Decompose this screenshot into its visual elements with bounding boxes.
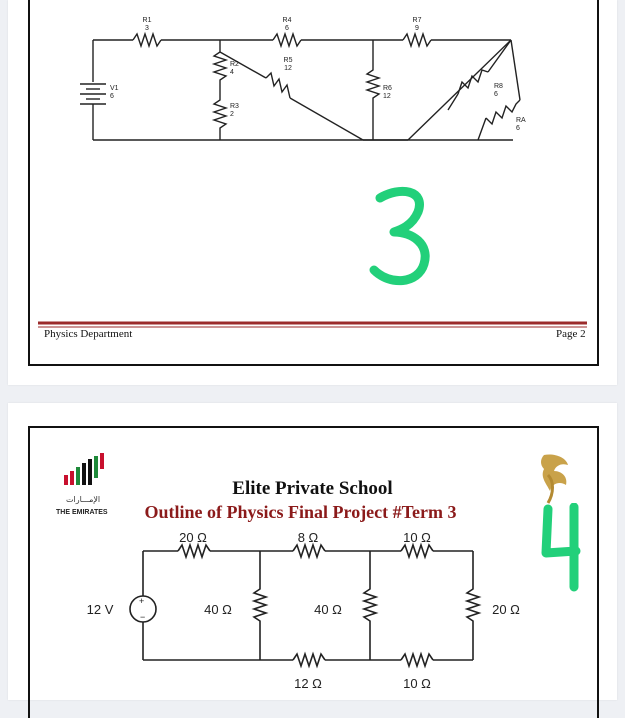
document-page-1	[8, 0, 617, 385]
ra-label: RA	[516, 117, 526, 124]
r8-value: 6	[494, 91, 498, 98]
r6-label: R6	[383, 85, 392, 92]
r3-label: R3	[230, 103, 239, 110]
r4-value: 6	[285, 25, 289, 32]
ra-value: 6	[516, 125, 520, 132]
document-page-2	[8, 403, 617, 700]
r7-value: 9	[415, 25, 419, 32]
school-title: Elite Private School	[232, 478, 393, 499]
source-label: 12 V	[86, 602, 114, 617]
r5-label: R5	[283, 57, 293, 64]
source-minus-sign: −	[140, 612, 146, 622]
r6-value: 12	[383, 93, 391, 100]
bottom-resistor-1-label: 12 Ω	[294, 676, 322, 691]
top-resistor-1-label: 20 Ω	[179, 530, 207, 545]
handwritten-number-3	[374, 191, 425, 280]
r2-value: 4	[230, 69, 234, 76]
outline-title: Outline of Physics Final Project #Term 3	[144, 502, 457, 522]
top-resistor-3-label: 10 Ω	[403, 530, 431, 545]
top-resistor-2-label: 8 Ω	[297, 530, 319, 545]
r7-label: R7	[412, 17, 422, 24]
r3-value: 2	[230, 111, 234, 118]
r5-value: 12	[284, 65, 292, 72]
logo-arabic-text: الإمـــارات	[66, 495, 101, 504]
circuit-diagram-2	[8, 403, 617, 700]
logo-english-text: THE EMIRATES	[56, 509, 108, 516]
footer-page-number: Page 2	[556, 328, 586, 340]
source-plus-sign: +	[139, 596, 145, 606]
r8-label: R8	[494, 83, 503, 90]
vertical-resistor-2-label: 40 Ω	[314, 602, 342, 617]
v1-value: 6	[110, 93, 114, 100]
r1-label: R1	[142, 17, 152, 24]
vertical-resistor-3-label: 20 Ω	[492, 602, 520, 617]
vertical-resistor-1-label: 40 Ω	[204, 602, 232, 617]
bottom-resistor-2-label: 10 Ω	[403, 676, 431, 691]
r1-value: 3	[145, 25, 149, 32]
r4-label: R4	[282, 17, 292, 24]
r2-label: R2	[230, 61, 239, 68]
footer-department: Physics Department	[44, 328, 133, 340]
v1-label: V1	[110, 85, 119, 92]
